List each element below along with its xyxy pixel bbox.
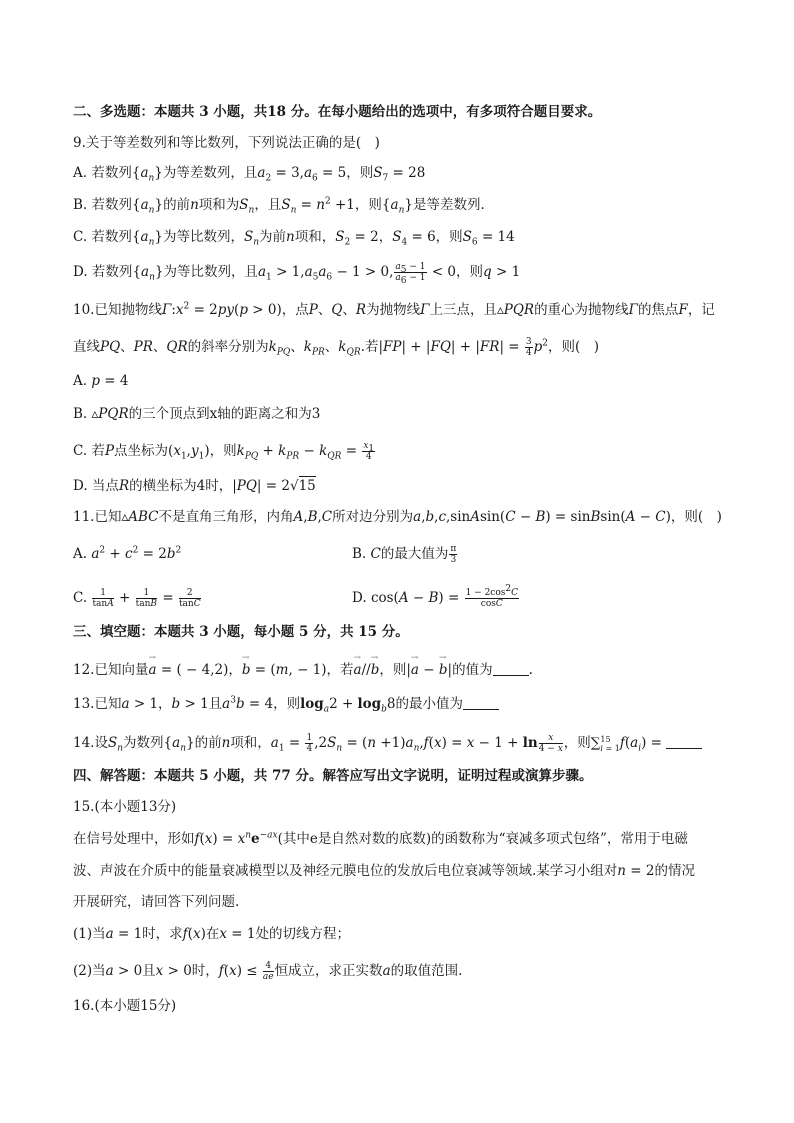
- question-15-part-1: (1)当a = 1时，求f(x)在x = 1处的切线方程；: [73, 926, 350, 942]
- question-11-stem: 11.已知▵ABC不是直角三角形，内角A,B,C所对边分别为a,b,c,sinAsin(C − B) = sinBsin(A − C)，则( ): [73, 509, 722, 525]
- question-15-title: 15.(本小题13分): [73, 799, 177, 815]
- question-15-part-2: (2)当a > 0且x > 0时，f(x) ≤ $\frac{4}{ae}$ 恒成立，求正实数a的取值范围.: [73, 961, 463, 982]
- question-10-option-c: C. 若P点坐标为$(x_1,y_1)$，则$k_{PQ} + k_{PR} - k_{QR}$ = $\frac{x_1}{4}$: [73, 441, 375, 462]
- question-16-title: 16.(本小题15分): [73, 998, 177, 1014]
- question-12: 12.已知向量→ a = ( − 4,2)，→ b = (m, − 1)，若→ a//→ b，则|→ a − → b|的值为 .: [73, 660, 533, 680]
- section-multiple-choice-header: 二、多选题：本题共 3 小题，共18 分。在每小题给出的选项中，有多项符合题目要求。: [73, 104, 602, 120]
- question-10-stem-line2: 直线PQ、PR、QR的斜率分别为$k_{PQ}$、$k_{PR}$、$k_{QR}$.若|FP| + |FQ| + |FR| = $\frac{3}{4}$ $p^2$，则( ): [73, 337, 600, 358]
- question-10-option-a: A. p = 4: [73, 373, 129, 389]
- question-11-option-c: C. $\frac{1}{\tan A}$ + $\frac{1}{\tan B}$ = $\frac{2}{\tan C}$: [73, 588, 201, 609]
- question-10-stem-line1: 10.已知抛物线$\Gamma:x^2 = 2py(p > 0)$，点P、Q、R为抛物线Γ上三点，且▵PQR的重心为抛物线Γ的焦点F，记: [73, 301, 715, 318]
- question-11-option-d: D. cos(A − B) = $\frac{1 - 2\cos^2C}{\cos C}$: [352, 584, 518, 609]
- question-15-paragraph-line2: 波、声波在介质中的能量衰减模型以及神经元膜电位的发放后电位衰减等领域.某学习小组对n = 2的情况: [73, 863, 695, 879]
- question-11-option-a: A. $a^2 + c^2 = 2b^2$: [73, 545, 182, 562]
- section-answer-header: 四、解答题：本题共 5 小题，共 77 分。解答应写出文字说明，证明过程或演算步骤。: [73, 768, 593, 784]
- question-9-option-d: D. 若数列$\{a_n\}$为等比数列，且$a_1 > 1,a_5a_6 - 1 > 0$, $\frac{a_5 - 1}{a_6 - 1}$ < 0，则q > 1: [73, 262, 521, 286]
- question-15-paragraph-line3: 开展研究，请回答下列问题.: [73, 894, 240, 910]
- question-13: 13.已知a > 1，b > 1且$a^3b = 4$，则$\log_a2 + \log_b8$的最小值为: [73, 694, 499, 714]
- question-10-option-b: B. ▵PQR的三个顶点到x轴的距离之和为3: [73, 406, 321, 422]
- question-9-option-c: C. 若数列$\{a_n\}$为等比数列，$S_n$为前n项和，$S_2 = 2$，$S_4 = 6$，则$S_6 = 14$: [73, 229, 515, 248]
- question-9-option-a: A. 若数列$\{a_n\}$为等差数列，且$a_2 = 3,a_6 = 5$，则$S_7 = 28$: [73, 165, 426, 184]
- question-15-paragraph-line1: 在信号处理中，形如$f(x) = x^ne^{-ax}$(其中e是自然对数的底数)的函数称为“衰减多项式包络”，常用于电磁: [73, 830, 688, 847]
- question-14: 14.设$S_n$为数列$\{a_n\}$的前n项和，$a_1$ = $\frac{1}{4}$ $,2S_n = (n +1)a_n,f(x) = x - 1 + \ln$ $\frac{x}{4 - x}$ ，则∑ 15 i = 1 $f(a_i)$ =: [73, 733, 702, 754]
- question-10-option-d: D. 当点R的横坐标为4时，|PQ| = 2√15: [73, 478, 316, 494]
- question-11-option-b: B. C的最大值为 $\frac{\pi}{3}$: [352, 544, 457, 565]
- question-9-stem: 9.关于等差数列和等比数列，下列说法正确的是( ): [73, 135, 380, 151]
- section-fill-in-header: 三、填空题：本题共 3 小题，每小题 5 分，共 15 分。: [73, 624, 409, 640]
- question-9-option-b: B. 若数列$\{a_n\}$的前n项和为$S_n$，且$S_n = n^2 +1$，则$\{a_n\}$是等差数列.: [73, 196, 485, 216]
